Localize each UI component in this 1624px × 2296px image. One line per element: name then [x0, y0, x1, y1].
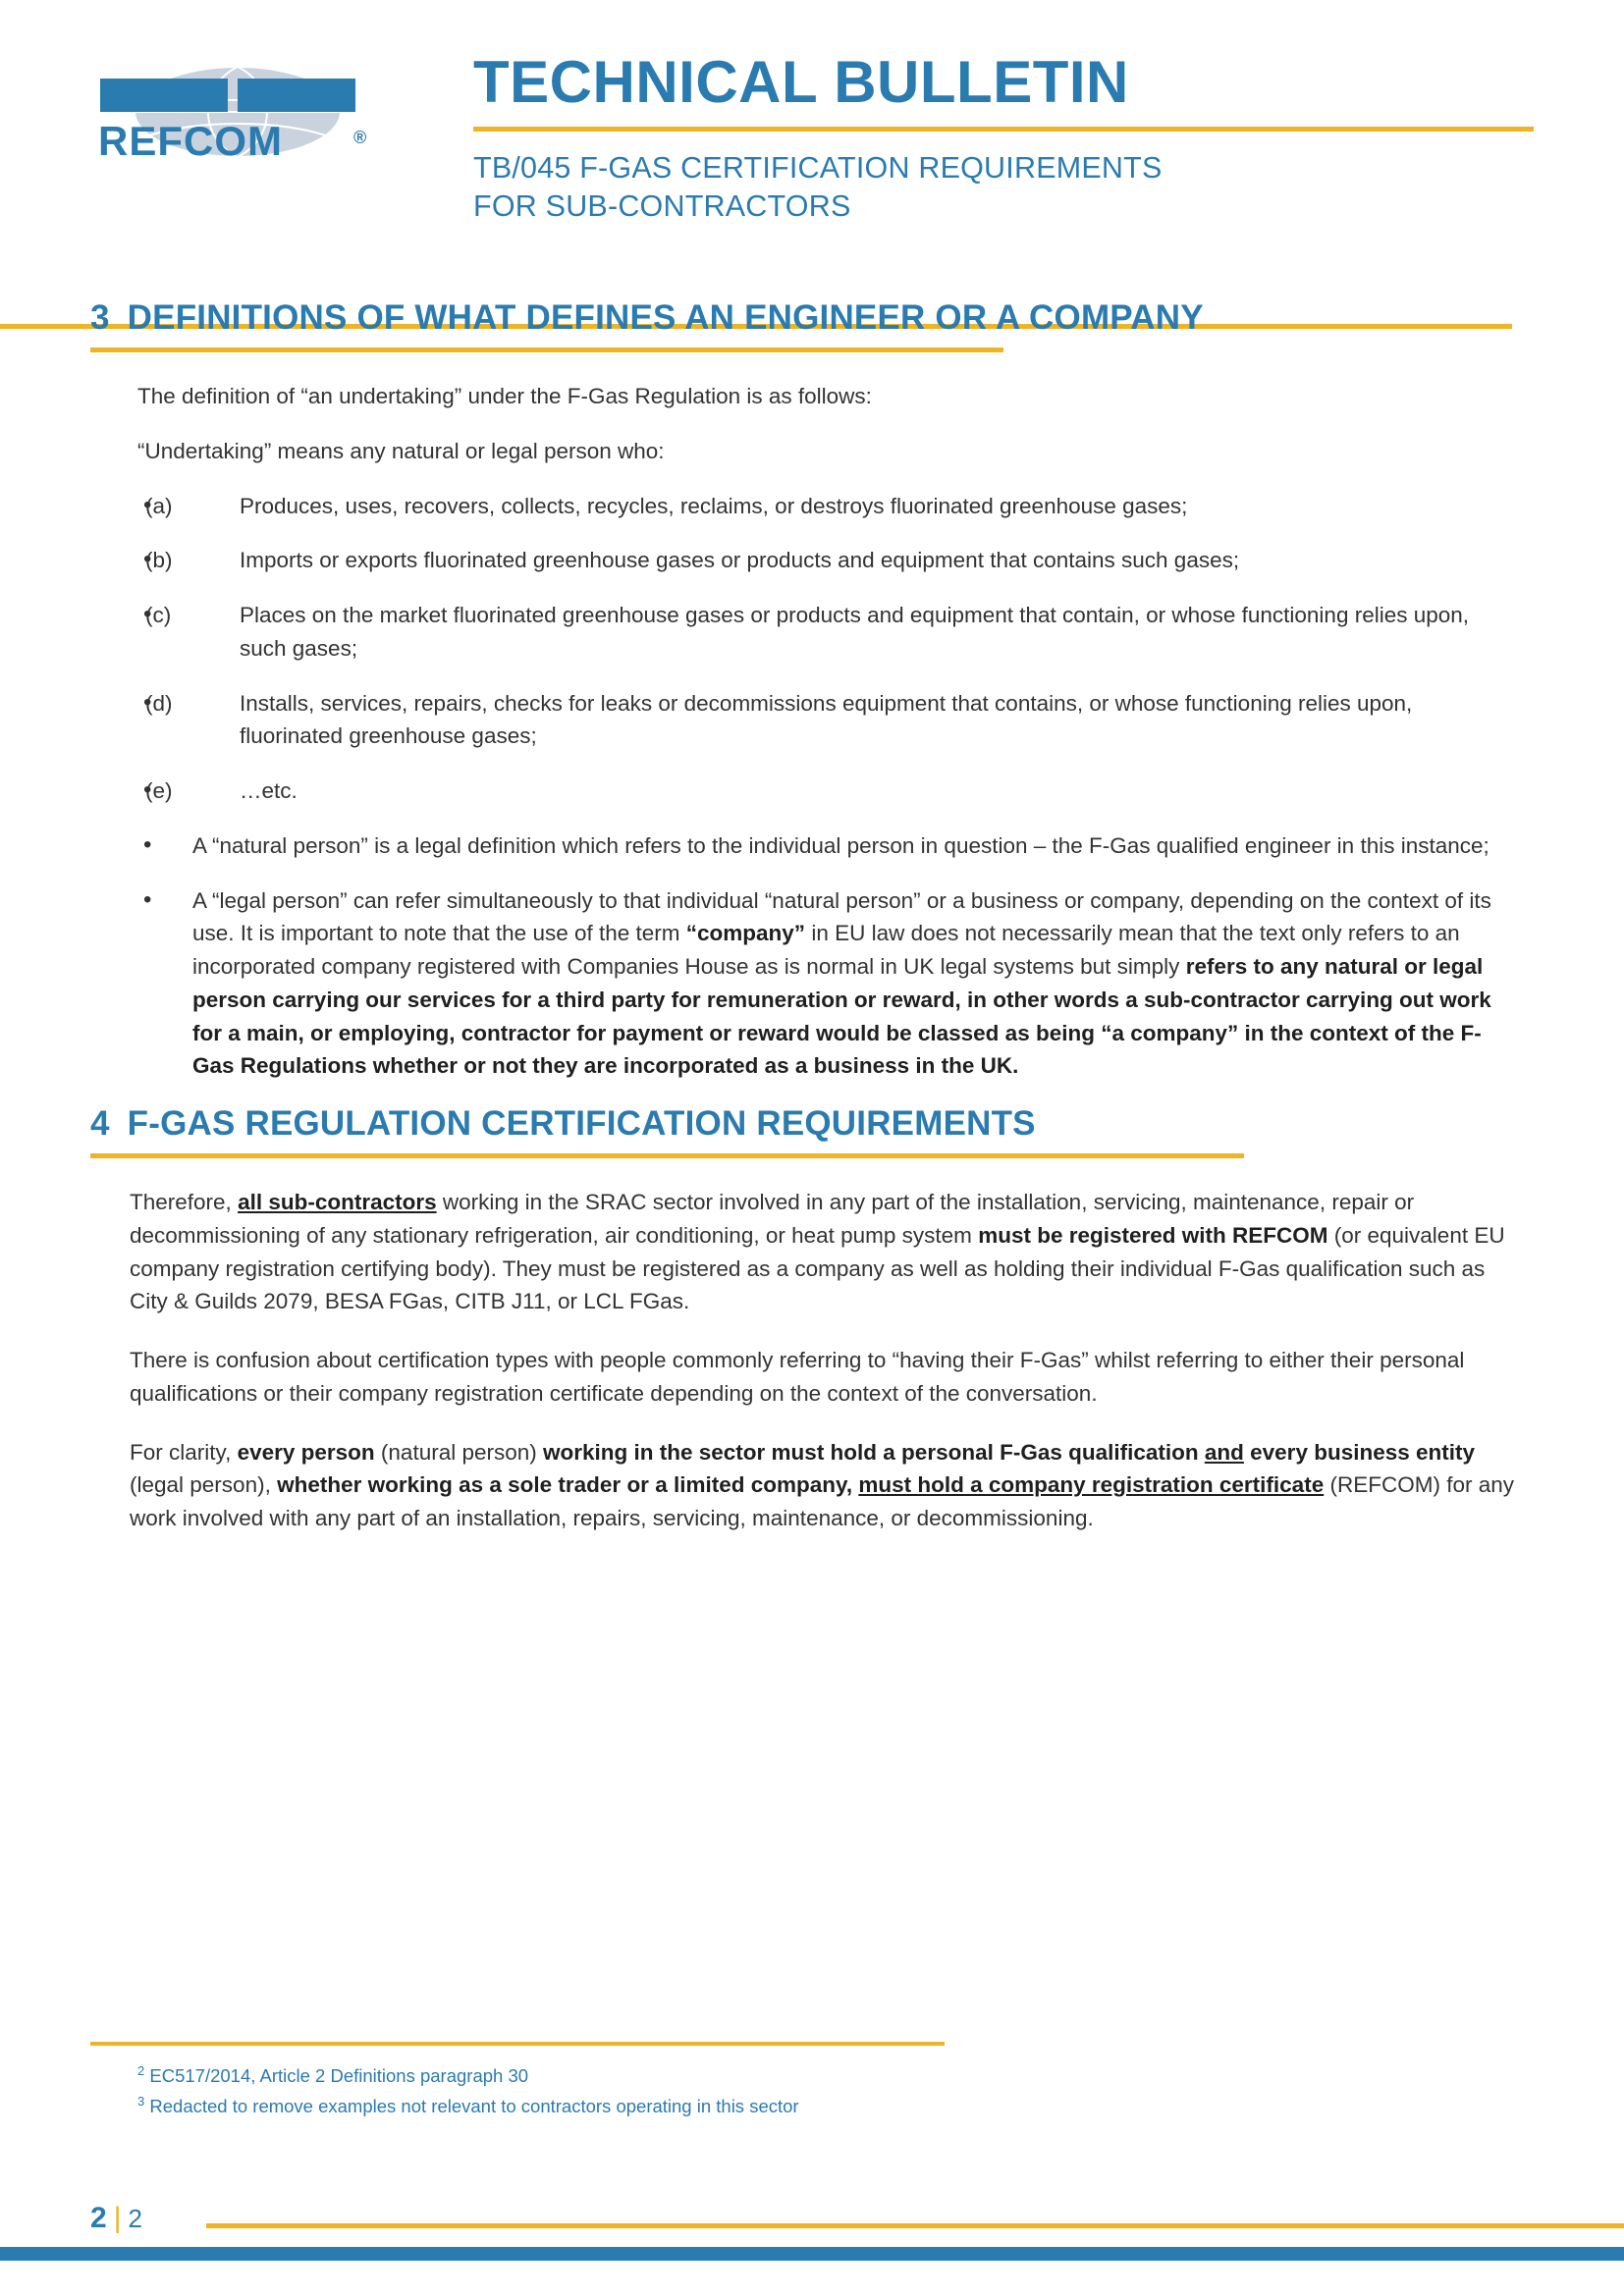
s4p3-a: For clarity,: [130, 1439, 238, 1465]
footer-page-secondary: 2: [128, 2204, 143, 2233]
footer-page-number: [90, 2202, 143, 2235]
list-item: [137, 544, 1514, 577]
legal-person-bold-company: “company”: [685, 921, 806, 946]
section-4-number: 4: [90, 1104, 110, 1143]
list-item-label: (d): [145, 690, 173, 716]
section-4: [90, 1104, 1534, 1535]
footer-accent-rule: [206, 2223, 1624, 2228]
section-3-bullet-list: [137, 490, 1514, 1084]
s4p3-g: (legal person),: [130, 1472, 278, 1498]
svg-text:REFCOM: REFCOM: [98, 118, 283, 164]
s4p3-j: (REFCOM) for any work involved with any part of an installation, repairs, servicing, maintenance, or decommissioning.: [130, 1472, 1514, 1530]
section-3-title: DEFINITIONS OF WHAT DEFINES AN ENGINEER OR A COMPANY: [127, 298, 1204, 337]
bulletin-subtitle: [473, 149, 1534, 226]
section-4-paragraph-2: There is confusion about certification types with people commonly referring to “having their F-Gas” whilst referring to either their personal qualifications or their company registration certificate depending on the context of the conversation.: [130, 1348, 1465, 1406]
section-3: [90, 298, 1534, 1083]
list-item-label: (a): [145, 493, 173, 518]
section-4-title: F-GAS REGULATION CERTIFICATION REQUIREMENTS: [127, 1104, 1036, 1143]
page-title: TECHNICAL BULLETIN: [473, 49, 1129, 115]
s4p1-e: (or equivalent EU company registration certifying body). They must be registered as a company as well as holding their individual F-Gas qualification such as City & Guilds 2079, BESA FGas, CITB J11, or LCL FGas.: [130, 1222, 1505, 1314]
list-item-text: Places on the market fluorinated greenhouse gases or products and equipment that contain, or whose functioning relies upon, such gases;: [240, 603, 1470, 661]
list-item: [137, 490, 1514, 523]
s4p1-must-register: must be registered with REFCOM: [978, 1222, 1328, 1248]
footnote-2: [137, 2061, 1316, 2090]
refcom-logo: [90, 61, 414, 179]
legal-person-bold-refers: refers to any natural or legal person carrying our services for a third party for remuneration or reward, in other words a sub-contractor carrying out work for a main, or employing, contractor for payment or reward would be classed as being “a company” in the context of the F-Gas Regulations whether or not they are incorporated as a business in the UK.: [192, 954, 1491, 1079]
list-item: [137, 774, 1514, 808]
footnote-3: [137, 2092, 1316, 2120]
list-item-text: …etc.: [240, 778, 298, 803]
s4p3-and: and: [1204, 1439, 1244, 1465]
footnote-3-text: Redacted to remove examples not relevant to contractors operating in this sector: [149, 2096, 799, 2117]
list-item-natural-person: [137, 829, 1514, 863]
header-title-block: [473, 51, 1534, 226]
footnote-divider: [90, 2042, 945, 2046]
list-item-label: (c): [145, 603, 172, 627]
s4p3-c: (natural person): [374, 1439, 544, 1465]
list-item-legal-person: [137, 884, 1514, 1084]
footer-separator: |: [113, 2202, 123, 2234]
list-item-text: A “natural person” is a legal definition which refers to the individual person in question – the F-Gas qualified engineer in this instance;: [192, 832, 1489, 858]
section-4-divider: [90, 1153, 1244, 1158]
section-3-number: 3: [90, 298, 110, 337]
list-item-text: Installs, services, repairs, checks for leaks or decommissions equipment that contains, or whose functioning relies upon, fluorinated greenhouse gases;: [240, 690, 1413, 749]
footnote-2-text: EC517/2014, Article 2 Definitions paragraph 30: [149, 2065, 529, 2087]
list-item: [137, 687, 1514, 754]
s4p3-working-sector: working in the sector must hold a personal F-Gas qualification: [543, 1439, 1205, 1465]
s4p3-every-person: every person: [237, 1439, 375, 1465]
section-3-intro-1: The definition of “an undertaking” under the F-Gas Regulation is as follows:: [137, 384, 872, 408]
document-header: [0, 0, 1624, 275]
section-4-body: [90, 1186, 1534, 1535]
refcom-logo-icon: [90, 61, 414, 179]
svg-text:®: ®: [353, 128, 367, 147]
list-item: [137, 599, 1514, 666]
document-body: [0, 298, 1624, 1535]
footnote-3-marker: 3: [137, 2093, 145, 2109]
section-4-heading: [90, 1104, 1534, 1153]
list-item-text: Imports or exports fluorinated greenhouse gases or products and equipment that contains such gases;: [240, 548, 1240, 573]
s4p1-c: working in the SRAC sector involved in any part of the installation, servicing, maintenance, repair or decommissioning of any stationary refrigeration, air conditioning, or heat pump system: [130, 1190, 1415, 1248]
list-item-label: (b): [145, 548, 173, 573]
section-3-intro-2: “Undertaking” means any natural or legal person who:: [137, 438, 665, 463]
legal-person-text-part1: A “legal person” can refer simultaneously to that individual “natural person” or a business or company, depending on the context of its use. It is important to note that the use of the term: [192, 887, 1491, 946]
document-footer: [0, 2202, 1624, 2261]
bulletin-subtitle-line2: FOR SUB-CONTRACTORS: [473, 189, 851, 224]
list-item-text: Produces, uses, recovers, collects, recycles, reclaims, or destroys fluorinated greenhouse gases;: [240, 493, 1188, 518]
bulletin-subtitle-line1: TB/045 F-GAS CERTIFICATION REQUIREMENTS: [473, 151, 1163, 185]
s4p1-all-subcontractors: all sub-contractors: [238, 1190, 437, 1214]
section-4-paragraph-1: [130, 1186, 1524, 1318]
header-divider: [473, 127, 1534, 132]
s4p3-every-entity: every business entity: [1243, 1439, 1475, 1465]
legal-person-text-part2: in EU law does not necessarily mean that the text only refers to an incorporated company registered with Companies House as is normal in UK legal systems but simply: [192, 921, 1460, 979]
s4p1-a: Therefore,: [130, 1190, 239, 1214]
s4p3-must-hold-cert: must hold a company registration certificate: [858, 1472, 1325, 1498]
s4p3-sole-trader: whether working as a sole trader or a limited company,: [277, 1472, 859, 1498]
footer-page-primary: 2: [90, 2202, 108, 2234]
footnotes: [137, 2061, 1316, 2122]
footnote-2-marker: 2: [137, 2063, 145, 2078]
section-3-heading: [90, 298, 1534, 347]
section-3-divider: [90, 347, 1003, 352]
list-item-label: (e): [145, 778, 173, 803]
section-4-paragraph-3: [130, 1436, 1524, 1535]
footer-brand-bar: [0, 2247, 1624, 2261]
section-3-body: [90, 380, 1534, 1083]
